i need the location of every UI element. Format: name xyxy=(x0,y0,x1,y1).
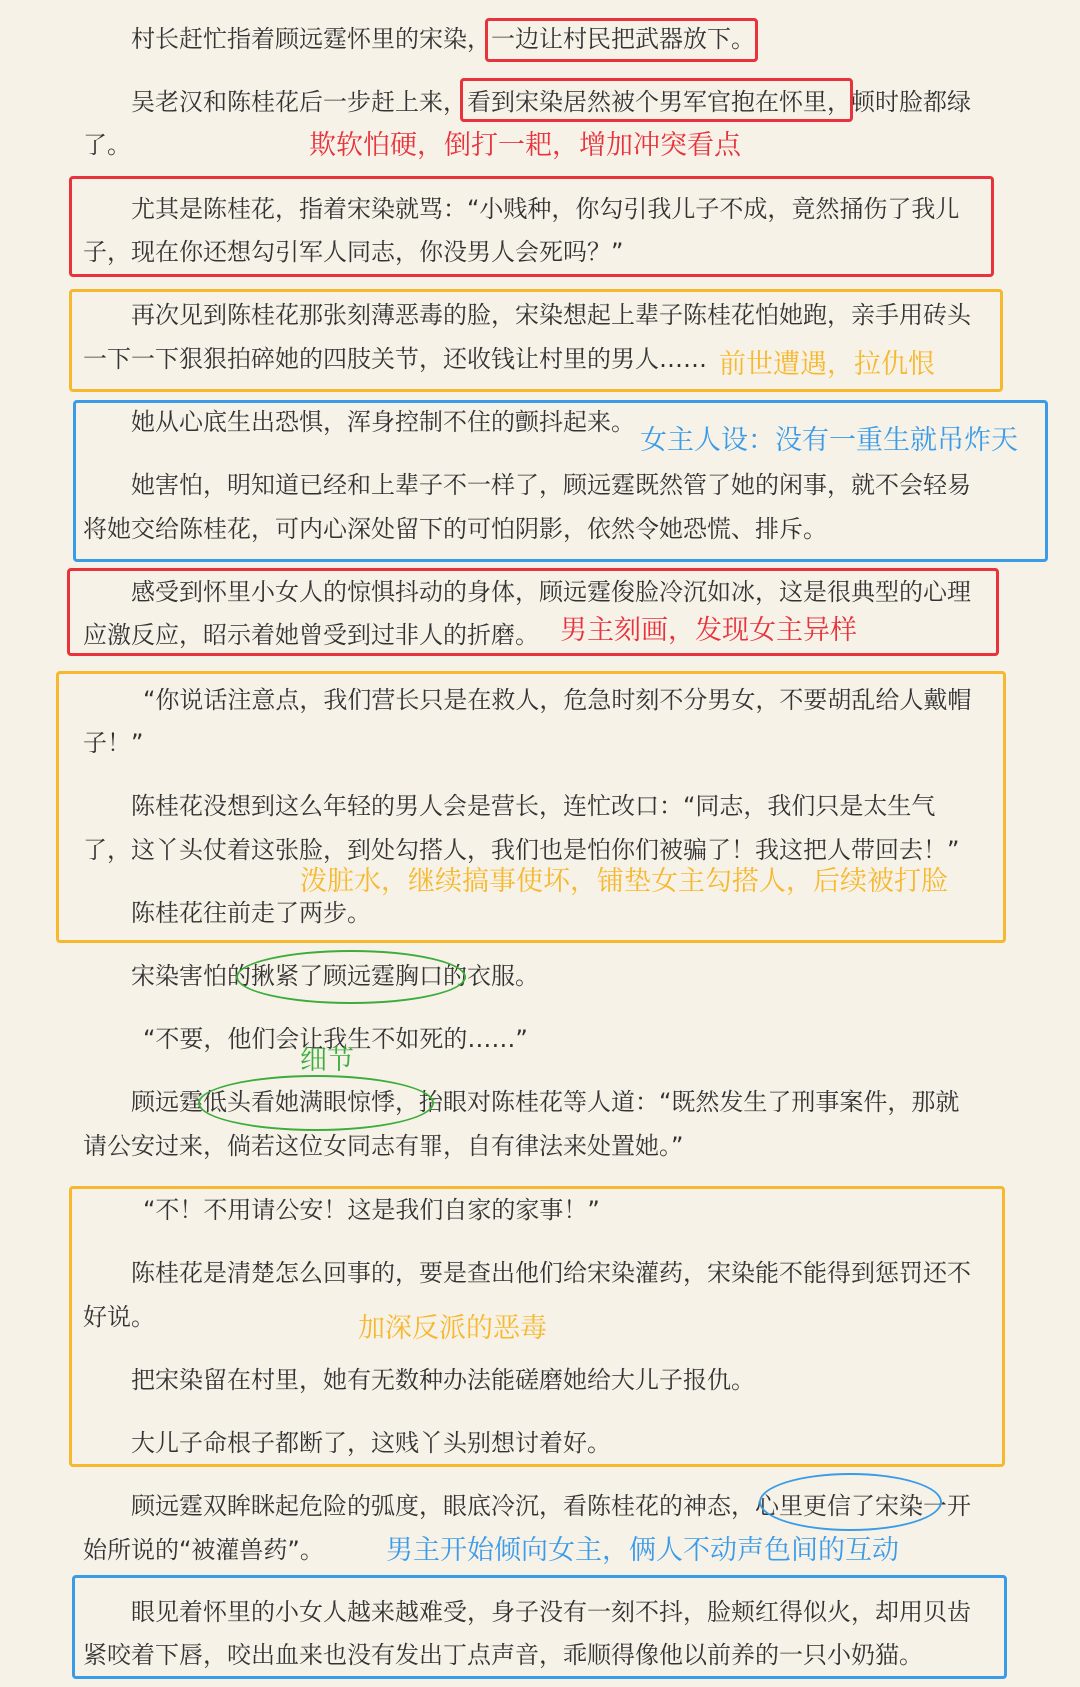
annotation-heroine-persona: 女主人设：没有一重生就吊炸天 xyxy=(640,425,1018,456)
annotation-slander: 泼脏水，继续搞事使坏，铺垫女主勾搭人，后续被打脸 xyxy=(300,866,948,897)
text-line: 一下一下狠狠拍碎她的四肢关节，还收钱让村里的男人…… xyxy=(83,345,707,373)
highlight-box-inline xyxy=(460,78,853,122)
text-line: “你说话注意点，我们营长只是在救人，危急时刻不分男女，不要胡乱给人戴帽 xyxy=(143,686,972,714)
text-line: 眼见着怀里的小女人越来越难受，身子没有一刻不抖，脸颊红得似火，却用贝齿 xyxy=(131,1598,971,1626)
highlight-box-paragraph xyxy=(56,671,1006,943)
annotation-hero-portrayal: 男主刻画，发现女主异样 xyxy=(560,615,857,646)
text-line: 吴老汉和陈桂花后一步赶上来，看到宋染居然被个男军官抱在怀里，顿时脸都绿 xyxy=(131,88,971,116)
highlight-box-paragraph xyxy=(67,568,999,656)
highlight-box-paragraph xyxy=(69,176,994,277)
text-line: 了，这丫头仗着这张脸，到处勾搭人，我们也是怕你们被骗了！我这把人带回去！” xyxy=(83,836,960,864)
text-line: “不！不用请公安！这是我们自家的家事！” xyxy=(143,1196,600,1224)
annotation-past-life: 前世遭遇，拉仇恨 xyxy=(719,349,935,380)
text-line: 尤其是陈桂花，指着宋染就骂：“小贱种，你勾引我儿子不成，竟然捅伤了我儿 xyxy=(131,195,960,223)
text-line: 顾远霆低头看她满眼惊悸，抬眼对陈桂花等人道：“既然发生了刑事案件，那就 xyxy=(131,1088,960,1116)
text-line: 再次见到陈桂花那张刻薄恶毒的脸，宋染想起上辈子陈桂花怕她跑，亲手用砖头 xyxy=(131,301,971,329)
highlight-box-paragraph xyxy=(72,1575,1007,1679)
text-line: 子！” xyxy=(83,729,144,757)
text-line: 宋染害怕的揪紧了顾远霆胸口的衣服。 xyxy=(131,962,539,990)
text-line: 始所说的“被灌兽药”。 xyxy=(83,1536,324,1564)
text-line: 好说。 xyxy=(83,1303,155,1331)
text-line: 了。 xyxy=(83,131,131,159)
text-line: 顾远霆双眸眯起危险的弧度，眼底冷沉，看陈桂花的神态，心里更信了宋染一开 xyxy=(131,1492,971,1520)
annotation-detail: 细节 xyxy=(300,1045,354,1076)
text-line: 她从心底生出恐惧，浑身控制不住的颤抖起来。 xyxy=(131,408,635,436)
text-line: 陈桂花是清楚怎么回事的，要是查出他们给宋染灌药，宋染能不能得到惩罚还不 xyxy=(131,1259,971,1287)
text-line: 大儿子命根子都断了，这贱丫头别想讨着好。 xyxy=(131,1429,611,1457)
highlight-box-inline xyxy=(485,18,758,62)
text-line: 紧咬着下唇，咬出血来也没有发出丁点声音，乖顺得像他以前养的一只小奶猫。 xyxy=(83,1641,923,1669)
text-line: 陈桂花往前走了两步。 xyxy=(131,899,371,927)
text-line: 感受到怀里小女人的惊惧抖动的身体，顾远霆俊脸冷沉如冰，这是很典型的心理 xyxy=(131,578,971,606)
circle-highlight xyxy=(198,1075,434,1131)
text-line: 应激反应，昭示着她曾受到过非人的折磨。 xyxy=(83,621,539,649)
text-line: “不要，他们会让我生不如死的……” xyxy=(143,1025,528,1053)
circle-highlight xyxy=(759,1473,942,1531)
circle-highlight xyxy=(236,950,466,1004)
text-line: 村长赶忙指着顾远霆怀里的宋染，一边让村民把武器放下。 xyxy=(131,25,755,53)
text-line: 陈桂花没想到这么年轻的男人会是营长，连忙改口：“同志，我们只是太生气 xyxy=(131,792,936,820)
text-line: 把宋染留在村里，她有无数种办法能磋磨她给大儿子报仇。 xyxy=(131,1366,755,1394)
text-line: 子，现在你还想勾引军人同志，你没男人会死吗？” xyxy=(83,238,624,266)
annotation-villain-evil: 加深反派的恶毒 xyxy=(358,1313,547,1344)
annotation-interaction: 男主开始倾向女主，俩人不动声色间的互动 xyxy=(386,1535,899,1566)
annotation-conflict: 欺软怕硬，倒打一耙，增加冲突看点 xyxy=(309,130,741,161)
text-line: 将她交给陈桂花，可内心深处留下的可怕阴影，依然令她恐慌、排斥。 xyxy=(83,515,827,543)
text-line: 请公安过来，倘若这位女同志有罪，自有律法来处置她。” xyxy=(83,1132,684,1160)
text-line: 她害怕，明知道已经和上辈子不一样了，顾远霆既然管了她的闲事，就不会轻易 xyxy=(131,471,971,499)
